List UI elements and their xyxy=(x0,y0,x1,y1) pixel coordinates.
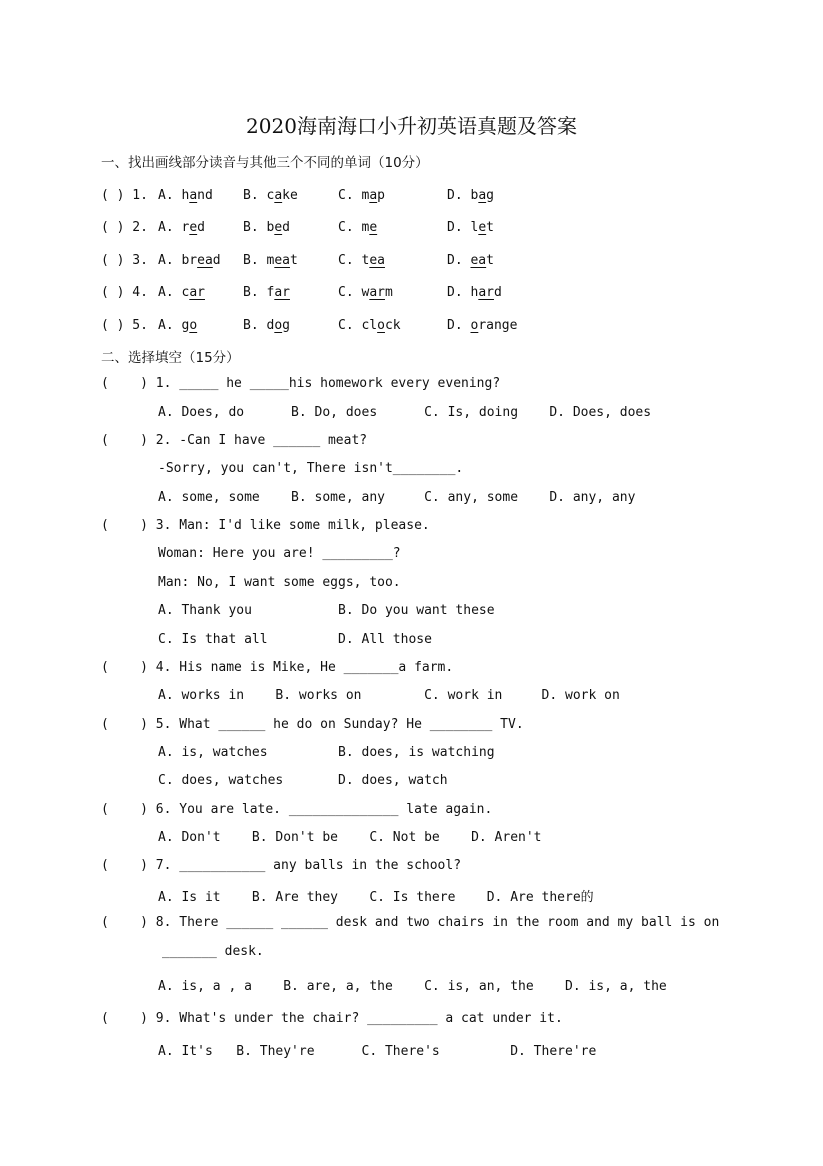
underlined-letters: e xyxy=(369,220,378,235)
option-d: D. eat xyxy=(447,253,494,268)
question-number: ( ) 1. xyxy=(101,188,148,203)
underlined-letters: ea xyxy=(470,253,487,268)
answer-line: A. some, some B. some, any C. any, some D. any, any xyxy=(158,490,636,505)
option-c: C. clock xyxy=(338,318,401,333)
answer-line: A. is, watches B. does, is watching xyxy=(158,745,495,760)
underlined-letters: ar xyxy=(369,285,385,300)
answer-line: _______ desk. xyxy=(162,944,264,959)
underlined-letters: ar xyxy=(274,285,290,300)
option-d: D. bag xyxy=(447,188,494,203)
option-c: C. map xyxy=(338,188,385,203)
option-a: A. go xyxy=(158,318,198,333)
option-b: B. bed xyxy=(243,220,290,235)
option-c: C. warm xyxy=(338,285,393,300)
underlined-letters: ea xyxy=(197,253,213,268)
underlined-letters: a xyxy=(189,188,198,203)
answer-line: C. Is that all D. All those xyxy=(158,632,432,647)
section2-heading: 二、选择填空（15分） xyxy=(101,350,240,366)
question-line: ( ) 7. ___________ any balls in the school? xyxy=(101,858,462,873)
underlined-letters: o xyxy=(377,318,385,333)
option-d: D. orange xyxy=(447,318,518,333)
question-line: ( ) 2. -Can I have ______ meat? xyxy=(101,433,368,448)
question-line: ( ) 1. _____ he _____his homework every evening? xyxy=(101,376,501,391)
page-title: 2020海南海口小升初英语真题及答案 xyxy=(246,114,577,138)
underlined-letters: a xyxy=(369,188,378,203)
question-number: ( ) 3. xyxy=(101,253,148,268)
underlined-letters: o xyxy=(274,318,283,333)
option-d: D. hard xyxy=(447,285,502,300)
question-line: ( ) 8. There ______ ______ desk and two chairs in the room and my ball is on xyxy=(101,915,720,930)
underlined-letters: o xyxy=(470,318,479,333)
underlined-letters: o xyxy=(189,318,198,333)
answer-line: A. Is it B. Are they C. Is there D. Are there的 xyxy=(158,890,594,905)
answer-line: C. does, watches D. does, watch xyxy=(158,773,448,788)
underlined-letters: a xyxy=(274,188,283,203)
question-line: ( ) 9. What's under the chair? _________ a cat under it. xyxy=(101,1011,563,1026)
option-a: A. bread xyxy=(158,253,221,268)
answer-line: A. works in B. works on C. work in D. work on xyxy=(158,688,620,703)
option-b: B. far xyxy=(243,285,290,300)
question-line: ( ) 6. You are late. ______________ late again. xyxy=(101,802,493,817)
underlined-letters: ar xyxy=(478,285,494,300)
section1-heading: 一、找出画线部分读音与其他三个不同的单词（10分） xyxy=(101,155,429,171)
underlined-letters: e xyxy=(274,220,283,235)
answer-line: A. It's B. They're C. There's D. There're xyxy=(158,1044,597,1059)
option-b: B. cake xyxy=(243,188,298,203)
option-a: A. hand xyxy=(158,188,213,203)
answer-line: Man: No, I want some eggs, too. xyxy=(158,575,401,590)
underlined-letters: e xyxy=(478,220,487,235)
option-c: C. me xyxy=(338,220,378,235)
underlined-letters: ea xyxy=(369,253,385,268)
answer-line: A. is, a , a B. are, a, the C. is, an, the D. is, a, the xyxy=(158,979,667,994)
option-c: C. tea xyxy=(338,253,385,268)
answer-line: -Sorry, you can't, There isn't________. xyxy=(158,461,464,476)
underlined-letters: ea xyxy=(274,253,290,268)
question-number: ( ) 5. xyxy=(101,318,148,333)
option-b: B. meat xyxy=(243,253,298,268)
answer-line: A. Don't B. Don't be C. Not be D. Aren't xyxy=(158,830,542,845)
question-line: ( ) 3. Man: I'd like some milk, please. xyxy=(101,518,430,533)
underlined-letters: ar xyxy=(189,285,205,300)
question-number: ( ) 2. xyxy=(101,220,148,235)
option-a: A. car xyxy=(158,285,205,300)
underlined-letters: a xyxy=(478,188,487,203)
question-line: ( ) 4. His name is Mike, He _______a farm. xyxy=(101,660,454,675)
option-b: B. dog xyxy=(243,318,290,333)
answer-line: Woman: Here you are! _________? xyxy=(158,546,401,561)
option-a: A. red xyxy=(158,220,205,235)
question-line: ( ) 5. What ______ he do on Sunday? He ________ TV. xyxy=(101,717,524,732)
underlined-letters: e xyxy=(189,220,198,235)
question-number: ( ) 4. xyxy=(101,285,148,300)
option-d: D. let xyxy=(447,220,494,235)
answer-line: A. Thank you B. Do you want these xyxy=(158,603,495,618)
answer-line: A. Does, do B. Do, does C. Is, doing D. Does, does xyxy=(158,405,652,420)
